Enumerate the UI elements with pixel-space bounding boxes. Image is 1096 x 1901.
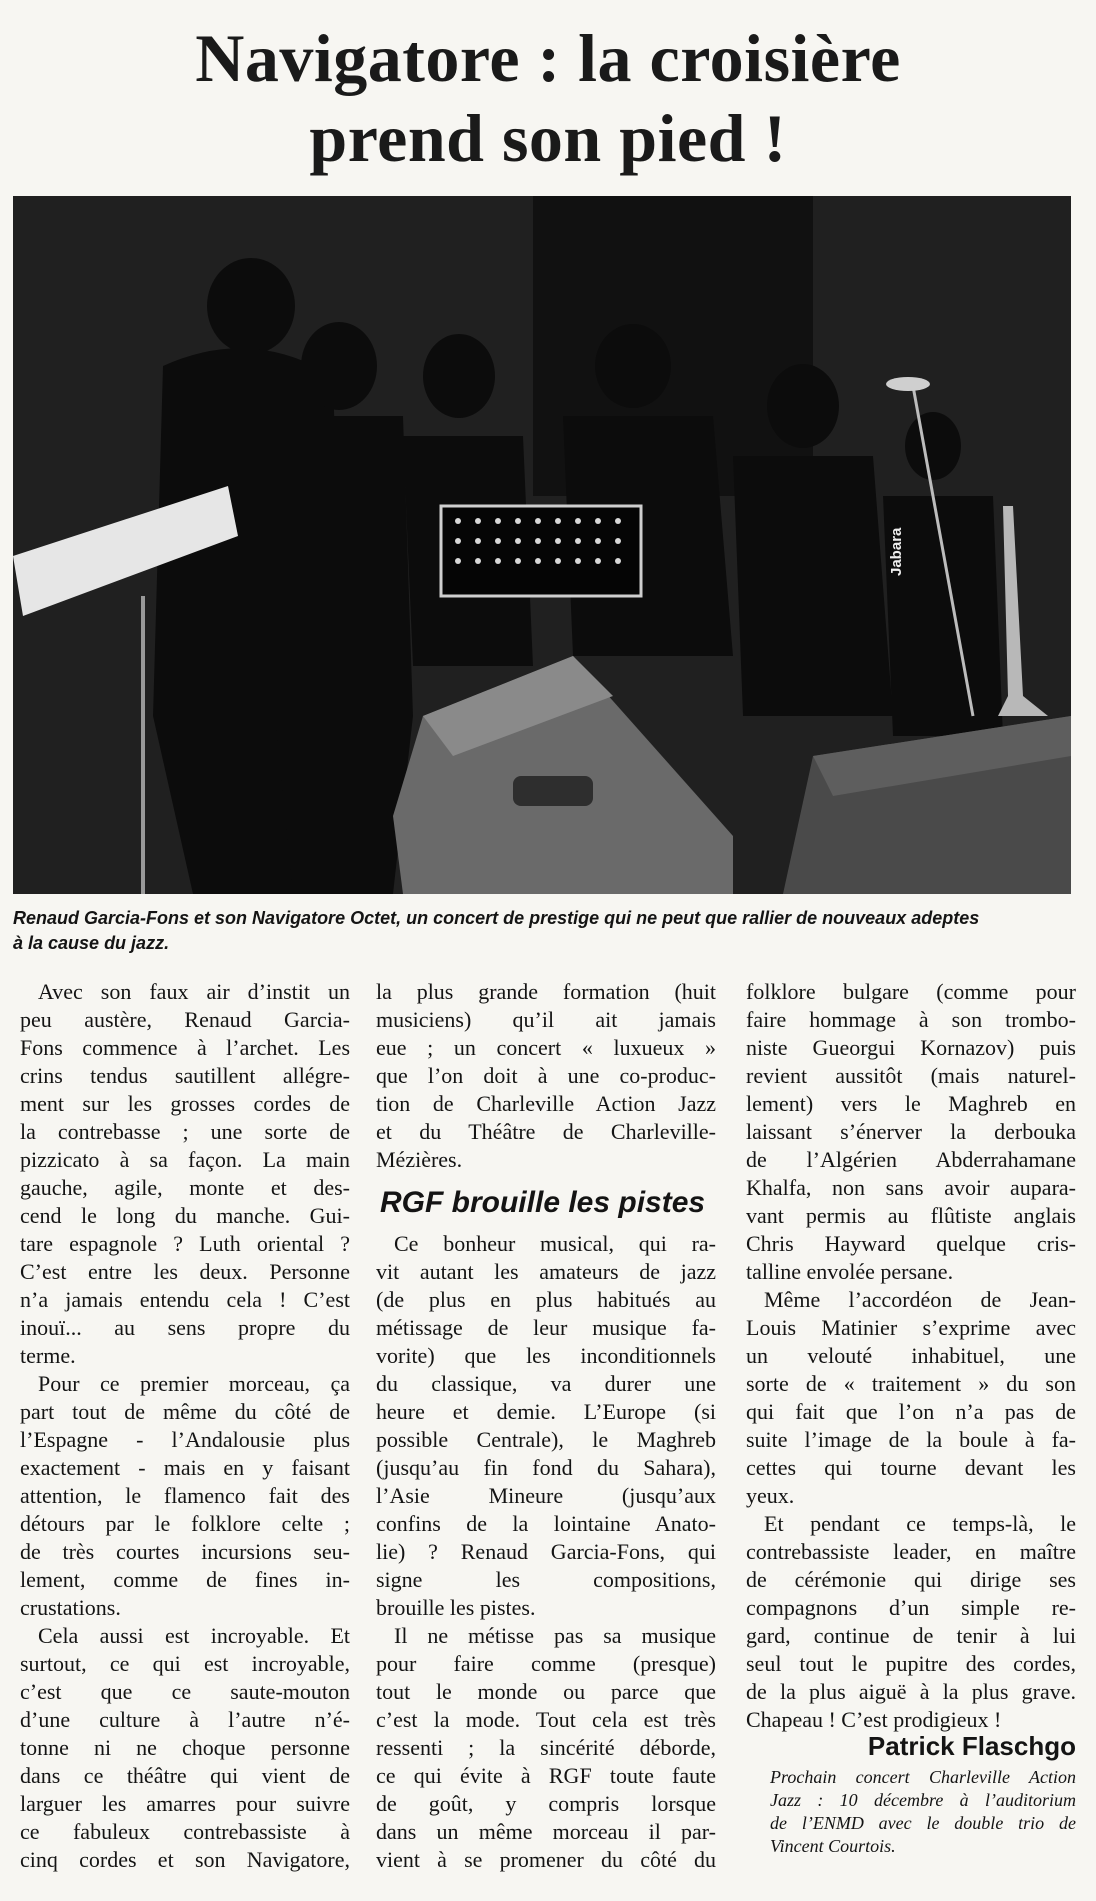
text-line: folklore bulgare (comme pour	[746, 979, 1076, 1004]
text-line: (de plus en plus habitués au	[376, 1287, 716, 1312]
text-line: eue ; un concert « luxueux »	[376, 1035, 716, 1060]
article-column-2-bottom	[376, 1230, 716, 1874]
text-line: du classique, va durer une	[376, 1371, 716, 1396]
text-line: c’est la mode. Tout cela est très	[376, 1707, 716, 1732]
text-line: Avec son faux air d’instit un	[38, 979, 350, 1004]
text-line: terme.	[20, 1343, 76, 1368]
text-line: n’a jamais entendu cela ! C’est	[20, 1287, 350, 1312]
text-line: cinq cordes et son Navigatore,	[20, 1847, 350, 1872]
text-line: gard, continue de tenir à lui	[746, 1623, 1076, 1648]
text-line: signe les compositions,	[376, 1567, 716, 1592]
text-line: exactement - mais en y faisant	[20, 1455, 350, 1480]
text-line: tion de Charleville Action Jazz	[376, 1091, 716, 1116]
article-column-3	[746, 978, 1076, 1734]
text-line: l’Espagne - l’Andalousie plus	[20, 1427, 350, 1452]
text-line: pizzicato à sa façon. La main	[20, 1147, 350, 1172]
text-line: l’Asie Mineure (jusqu’aux	[376, 1483, 716, 1508]
caption-line-2: à la cause du jazz.	[13, 933, 170, 953]
text-line: ce fabuleux contrebassiste à	[20, 1819, 350, 1844]
text-line: Ce bonheur musical, qui ra-	[394, 1231, 716, 1256]
text-line: Louis Matinier s’exprime avec	[746, 1315, 1076, 1340]
text-line: larguer les amarres pour suivre	[20, 1791, 350, 1816]
text-line: un velouté inhabituel, une	[746, 1343, 1076, 1368]
text-line: sorte de « traitement » du son	[746, 1371, 1076, 1396]
text-line: (jusqu’au fin fond du Sahara),	[376, 1455, 716, 1480]
text-line: ment sur les grosses cordes de	[20, 1091, 350, 1116]
text-line: lement) vers le Maghreb en	[746, 1091, 1076, 1116]
text-line: tonne ni ne choque personne	[20, 1735, 350, 1760]
text-line: peu austère, Renaud Garcia-	[20, 1007, 350, 1032]
text-line: niste Gueorgui Kornazov) puis	[746, 1035, 1076, 1060]
text-line: Chris Hayward quelque cris-	[746, 1231, 1076, 1256]
text-line: compagnons d’un simple re-	[746, 1595, 1076, 1620]
note-line: Vincent Courtois.	[770, 1836, 896, 1856]
note-line: Prochain concert Charleville Action	[770, 1767, 1076, 1787]
text-line: C’est entre les deux. Personne	[20, 1259, 350, 1284]
text-line: pour faire comme (presque)	[376, 1651, 716, 1676]
text-line: la contrebasse ; une sorte de	[20, 1119, 350, 1144]
text-line: gauche, agile, monte et des-	[20, 1175, 350, 1200]
text-line: contrebassiste leader, en maître	[746, 1539, 1076, 1564]
text-line: tare espagnole ? Luth oriental ?	[20, 1231, 350, 1256]
text-line: Et pendant ce temps-là, le	[764, 1511, 1076, 1536]
headline-line-1: Navigatore : la croisière	[195, 20, 901, 96]
headline	[0, 18, 1096, 178]
text-line: vant permis au flûtiste anglais	[746, 1203, 1076, 1228]
text-line: qui fait que l’on n’a pas de	[746, 1399, 1076, 1424]
text-line: ressenti ; la sincérité déborde,	[376, 1735, 716, 1760]
text-line: détours par le folklore celte ;	[20, 1511, 350, 1536]
text-line: cettes qui tourne devant les	[746, 1455, 1076, 1480]
text-line: vorite) que les inconditionnels	[376, 1343, 716, 1368]
article-column-1	[20, 978, 350, 1874]
text-line: surtout, ce qui est incroyable,	[20, 1651, 350, 1676]
text-line: Chapeau ! C’est prodigieux !	[746, 1707, 1002, 1732]
concert-photo	[13, 196, 1071, 894]
photo-caption	[13, 906, 1071, 956]
text-line: brouille les pistes.	[376, 1595, 536, 1620]
text-line: crustations.	[20, 1595, 121, 1620]
text-line: part tout de même du côté de	[20, 1399, 350, 1424]
note-line: Jazz : 10 décembre à l’auditorium	[770, 1790, 1076, 1810]
text-line: laissant s’énerver la derbouka	[746, 1119, 1076, 1144]
text-line: possible Centrale), le Maghreb	[376, 1427, 716, 1452]
text-line: et du Théâtre de Charleville-	[376, 1119, 716, 1144]
headline-line-2: prend son pied !	[309, 100, 787, 176]
next-concert-note	[770, 1766, 1076, 1858]
text-line: cend le long du manche. Gui-	[20, 1203, 350, 1228]
text-line: Même l’accordéon de Jean-	[764, 1287, 1076, 1312]
author-byline: Patrick Flaschgo	[867, 1731, 1076, 1761]
text-line: dans ce théâtre qui vient de	[20, 1763, 350, 1788]
text-line: c’est que ce saute-mouton	[20, 1679, 350, 1704]
text-line: de la plus aiguë à la plus grave.	[746, 1679, 1076, 1704]
text-line: Mézières.	[376, 1147, 463, 1172]
text-line: vient à se promener du côté du	[376, 1847, 716, 1872]
text-line: Khalfa, non sans avoir aupara-	[746, 1175, 1076, 1200]
text-line: Il ne métisse pas sa musique	[394, 1623, 716, 1648]
text-line: ce qui évite à RGF toute faute	[376, 1763, 716, 1788]
text-line: revient aussitôt (mais naturel-	[746, 1063, 1076, 1088]
stand-label: Jabara	[888, 527, 905, 576]
text-line: musiciens) qu’il ait jamais	[376, 1007, 716, 1032]
article-column-2-top	[376, 978, 716, 1174]
text-line: faire hommage à son trombo-	[746, 1007, 1076, 1032]
text-line: crins tendus sautillent allégre-	[20, 1063, 350, 1088]
text-line: lement, comme de fines in-	[20, 1567, 350, 1592]
concert-photo-illustration	[13, 196, 1071, 894]
text-line: heure et demie. L’Europe (si	[376, 1399, 716, 1424]
text-line: lie) ? Renaud Garcia-Fons, qui	[376, 1539, 716, 1564]
caption-line-1: Renaud Garcia-Fons et son Navigatore Octet, un concert de prestige qui ne peut que rallier de nouveaux adeptes	[13, 908, 980, 928]
text-line: de très courtes incursions seu-	[20, 1539, 350, 1564]
text-line: Fons commence à l’archet. Les	[20, 1035, 350, 1060]
text-line: métissage de leur musique fa-	[376, 1315, 716, 1340]
text-line: talline envolée persane.	[746, 1259, 954, 1284]
text-line: vit autant les amateurs de jazz	[376, 1259, 716, 1284]
text-line: dans un même morceau il par-	[376, 1819, 716, 1844]
text-line: que l’on doit à une co-produc-	[376, 1063, 716, 1088]
text-line: Pour ce premier morceau, ça	[38, 1371, 350, 1396]
text-line: d’une culture à l’autre n’é-	[20, 1707, 350, 1732]
text-line: yeux.	[746, 1483, 795, 1508]
text-line: de cérémonie qui dirige ses	[746, 1567, 1076, 1592]
text-line: attention, le flamenco fait des	[20, 1483, 350, 1508]
text-line: de l’Algérien Abderrahamane	[746, 1147, 1076, 1172]
text-line: confins de la lointaine Anato-	[376, 1511, 716, 1536]
text-line: Cela aussi est incroyable. Et	[38, 1623, 350, 1648]
text-line: seul tout le pupitre des cordes,	[746, 1651, 1076, 1676]
text-line: tout le monde ou parce que	[376, 1679, 716, 1704]
text-line: suite l’image de la boule à fa-	[746, 1427, 1076, 1452]
note-line: de l’ENMD avec le double trio de	[770, 1813, 1076, 1833]
subheading: RGF brouille les pistes	[380, 1186, 706, 1219]
text-line: la plus grande formation (huit	[376, 979, 716, 1004]
text-line: de goût, y compris lorsque	[376, 1791, 716, 1816]
text-line: inouï... au sens propre du	[20, 1315, 350, 1340]
